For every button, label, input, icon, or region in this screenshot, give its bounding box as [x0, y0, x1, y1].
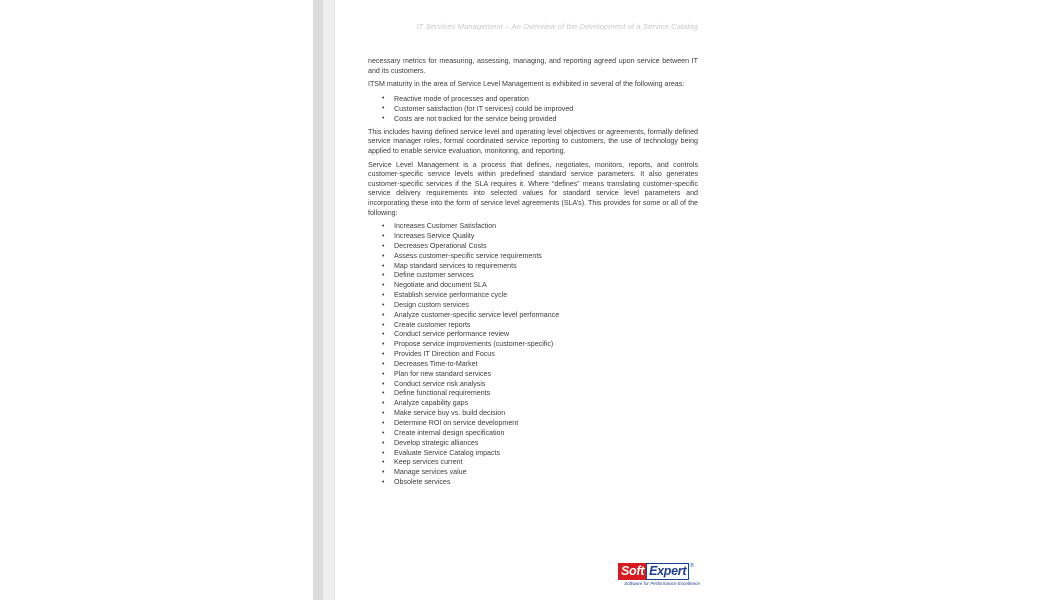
page-scroll-strip[interactable] [313, 0, 323, 600]
bullet-icon: • [382, 429, 385, 437]
bullet-icon: • [382, 479, 385, 487]
logo-tagline: Software for Performance Excellence [624, 581, 700, 586]
list-item [368, 291, 698, 301]
page-body [368, 57, 698, 492]
list-item-text: Decreases Time-to-Market [394, 359, 478, 368]
list-item [368, 380, 698, 390]
list-item-text: Conduct service performance review [394, 330, 510, 339]
page-shadow-edge [323, 0, 335, 600]
bullet-icon: • [382, 380, 385, 388]
bullet-icon: • [382, 370, 385, 378]
running-header: IT Services Management – An Overview of the Development of a Service Catalog [416, 22, 698, 31]
bullet-icon: • [382, 331, 385, 339]
list-item [368, 271, 698, 281]
bullet-icon: • [382, 410, 385, 418]
bullet-icon: • [382, 321, 385, 329]
list-item-text: Increases Customer Satisfaction [394, 222, 497, 231]
maturity-areas-list [368, 94, 698, 124]
registered-mark: ® [690, 563, 694, 569]
list-item [368, 360, 698, 370]
list-item-text: Define functional requirements [394, 389, 491, 398]
bullet-icon: • [382, 449, 385, 457]
list-item-text: Determine ROI on service development [394, 419, 519, 427]
list-item [368, 340, 698, 350]
list-item-text: Make service buy vs. build decision [394, 409, 506, 418]
bullet-icon: • [382, 390, 385, 398]
list-item [368, 389, 698, 399]
bullet-icon: • [382, 262, 385, 270]
list-item-text: Costs are not tracked for the service being provided [394, 114, 557, 123]
bullet-icon: • [382, 272, 385, 280]
list-item-text: Keep services current [394, 458, 463, 467]
list-item-text: Obsolete services [394, 478, 451, 487]
logo-expert-text: Expert [646, 563, 689, 580]
paragraph-slm-definition: Service Level Management is a process that defines, negotiates, monitors, reports, and controls customer-specific service levels within predefined standard service parameters. It also generates customer-specific services if the SLA requires it. Where “defines” means translating customer-specific service delivery requirements into selected values for standard service level parameters and incorporating these into the form of service level agreements (SLA’s). This provides for some or all of the following: [368, 160, 698, 217]
list-item-text: Propose service improvements (customer-specific) [394, 340, 554, 349]
viewer-background [0, 0, 313, 600]
bullet-icon: • [382, 292, 385, 300]
list-item [368, 281, 698, 291]
bullet-icon: • [382, 223, 385, 231]
logo-soft-text: Soft [618, 563, 646, 580]
list-item-text: Plan for new standard services [394, 369, 491, 378]
list-item [368, 468, 698, 478]
list-item-text: Analyze capability gaps [394, 399, 469, 408]
list-item-text: Establish service performance cycle [394, 291, 508, 300]
list-item-text: Analyze customer-specific service level performance [394, 310, 560, 319]
bullet-icon: • [382, 459, 385, 467]
list-item [368, 104, 698, 114]
list-item-text: Decreases Operational Costs [394, 241, 487, 250]
list-item [368, 439, 698, 449]
bullet-icon: • [382, 351, 385, 359]
list-item [368, 419, 698, 429]
list-item-text: Define customer services [394, 271, 474, 280]
bullet-icon: • [382, 114, 385, 122]
list-item-text: Manage services value [394, 468, 467, 477]
list-item [368, 458, 698, 468]
list-item-text: Develop strategic alliances [394, 438, 479, 447]
bullet-icon: • [382, 400, 385, 408]
bullet-icon: • [382, 341, 385, 349]
list-item-text: Customer satisfaction (for IT services) could be improved [394, 104, 574, 113]
paragraph-itsm-maturity: ITSM maturity in the area of Service Level Management is exhibited in several of the following areas: [368, 80, 685, 89]
list-item-text: Map standard services to requirements [394, 261, 517, 270]
list-item-text: Negotiate and document SLA [394, 281, 487, 290]
bullet-icon: • [382, 252, 385, 260]
document-page [335, 0, 1050, 600]
list-item [368, 399, 698, 409]
logo-wordmark [618, 563, 700, 580]
bullet-icon: • [382, 232, 385, 240]
list-item-text: Increases Service Quality [394, 231, 475, 240]
list-item [368, 350, 698, 360]
list-item [368, 301, 698, 311]
list-item-text: Create customer reports [394, 320, 471, 329]
list-item [368, 114, 698, 124]
list-item-text: Design custom services [394, 300, 469, 309]
bullet-icon: • [382, 301, 385, 309]
bullet-icon: • [382, 360, 385, 368]
list-item [368, 330, 698, 340]
slm-benefits-list [368, 222, 698, 488]
list-item [368, 252, 698, 262]
bullet-icon: • [382, 94, 385, 102]
list-item-text: Conduct service risk analysis [394, 379, 486, 388]
paragraph-metrics: necessary metrics for measuring, assessing, managing, and reporting agreed upon service between IT and its customers. [368, 57, 698, 75]
list-item-text: Provides IT Direction and Focus [394, 350, 495, 359]
list-item-text: Assess customer-specific service requirements [394, 251, 542, 260]
list-item [368, 94, 698, 104]
list-item [368, 409, 698, 419]
list-item [368, 262, 698, 272]
list-item-text: Reactive mode of processes and operation [394, 94, 529, 103]
bullet-icon: • [382, 282, 385, 290]
list-item-text: Create internal design specification [394, 428, 505, 437]
bullet-icon: • [382, 439, 385, 447]
list-item-text: Evaluate Service Catalog impacts [394, 448, 501, 457]
list-item [368, 449, 698, 459]
list-item [368, 321, 698, 331]
bullet-icon: • [382, 311, 385, 319]
bullet-icon: • [382, 420, 385, 427]
softexpert-logo [618, 563, 700, 589]
paragraph-includes: This includes having defined service level and operating level objectives or agreements, formally defined service manager roles, formal coordinated service reporting to customers, the use of technology being applied to enable service evaluation, monitoring, and reporting. [368, 127, 698, 155]
list-item [368, 478, 698, 488]
list-item [368, 242, 698, 252]
bullet-icon: • [382, 469, 385, 477]
bullet-icon: • [382, 242, 385, 250]
bullet-icon: • [382, 104, 385, 112]
list-item [368, 429, 698, 439]
list-item [368, 222, 698, 232]
list-item [368, 311, 698, 321]
list-item [368, 232, 698, 242]
list-item [368, 370, 698, 380]
